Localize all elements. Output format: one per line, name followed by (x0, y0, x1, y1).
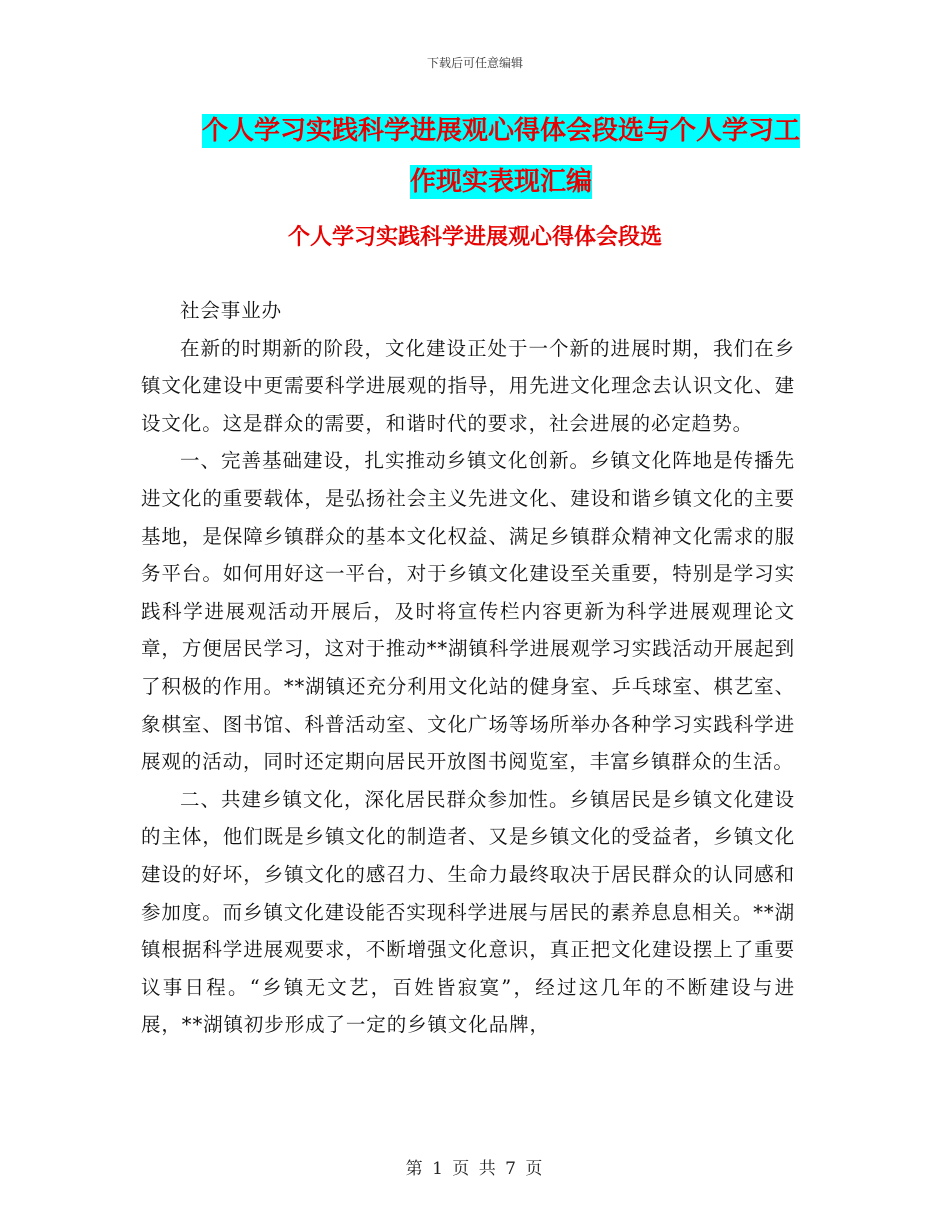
paragraph-section-two: 二、共建乡镇文化，深化居民群众参加性。乡镇居民是乡镇文化建设的主体，他们既是乡镇文化的制造者、又是乡镇文化的受益者，乡镇文化建设的好坏，乡镇文化的感召力、生命力最终取决于居民群众的认同感和参加度。而乡镇文化建设能否实现科学进展与居民的素养息息相关。**湖镇根据科学进展观要求，不断增强文化意识，真正把文化建设摆上了重要议事日程。“乡镇无文艺，百姓皆寂寞”，经过这几年的不断建设与进展，**湖镇初步形成了一定的乡镇文化品牌， (141, 787, 795, 1037)
page-number: 第 1 页 共 7 页 (405, 1159, 545, 1179)
paragraph-section-one: 一、完善基础建设，扎实推动乡镇文化创新。乡镇文化阵地是传播先进文化的重要载体，是弘扬社会主义先进文化、建设和谐乡镇文化的主要基地，是保障乡镇群众的基本文化权益、满足乡镇群众精神文化需求的服务平台。如何用好这一平台，对于乡镇文化建设至关重要，特别是学习实践科学进展观活动开展后，及时将宣传栏内容更新为科学进展观理论文章，方便居民学习，这对于推动**湖镇科学进展观学习实践活动开展起到了积极的作用。**湖镇还充分利用文化站的健身室、乒乓球室、棋艺室、象棋室、图书馆、科普活动室、文化广场等场所举办各种学习实践科学进展观的活动，同时还定期向居民开放图书阅览室，丰富乡镇群众的生活。 (141, 449, 795, 774)
document-title-line-2: 作现实表现汇编 (409, 167, 592, 197)
document-body (141, 292, 795, 1044)
document-title-line-1: 个人学习实践科学进展观心得体会段选与个人学习工 (201, 116, 800, 146)
author-line: 社会事业办 (180, 299, 283, 322)
section-title: 个人学习实践科学进展观心得体会段选 (287, 225, 662, 250)
paragraph-intro: 在新的时期新的阶段，文化建设正处于一个新的进展时期，我们在乡镇文化建设中更需要科学进展观的指导，用先进文化理念去认识文化、建设文化。这是群众的需要，和谐时代的要求，社会进展的必定趋势。 (141, 336, 795, 435)
document-title (186, 106, 816, 208)
header-note: 下载后可任意编辑 (426, 56, 523, 70)
